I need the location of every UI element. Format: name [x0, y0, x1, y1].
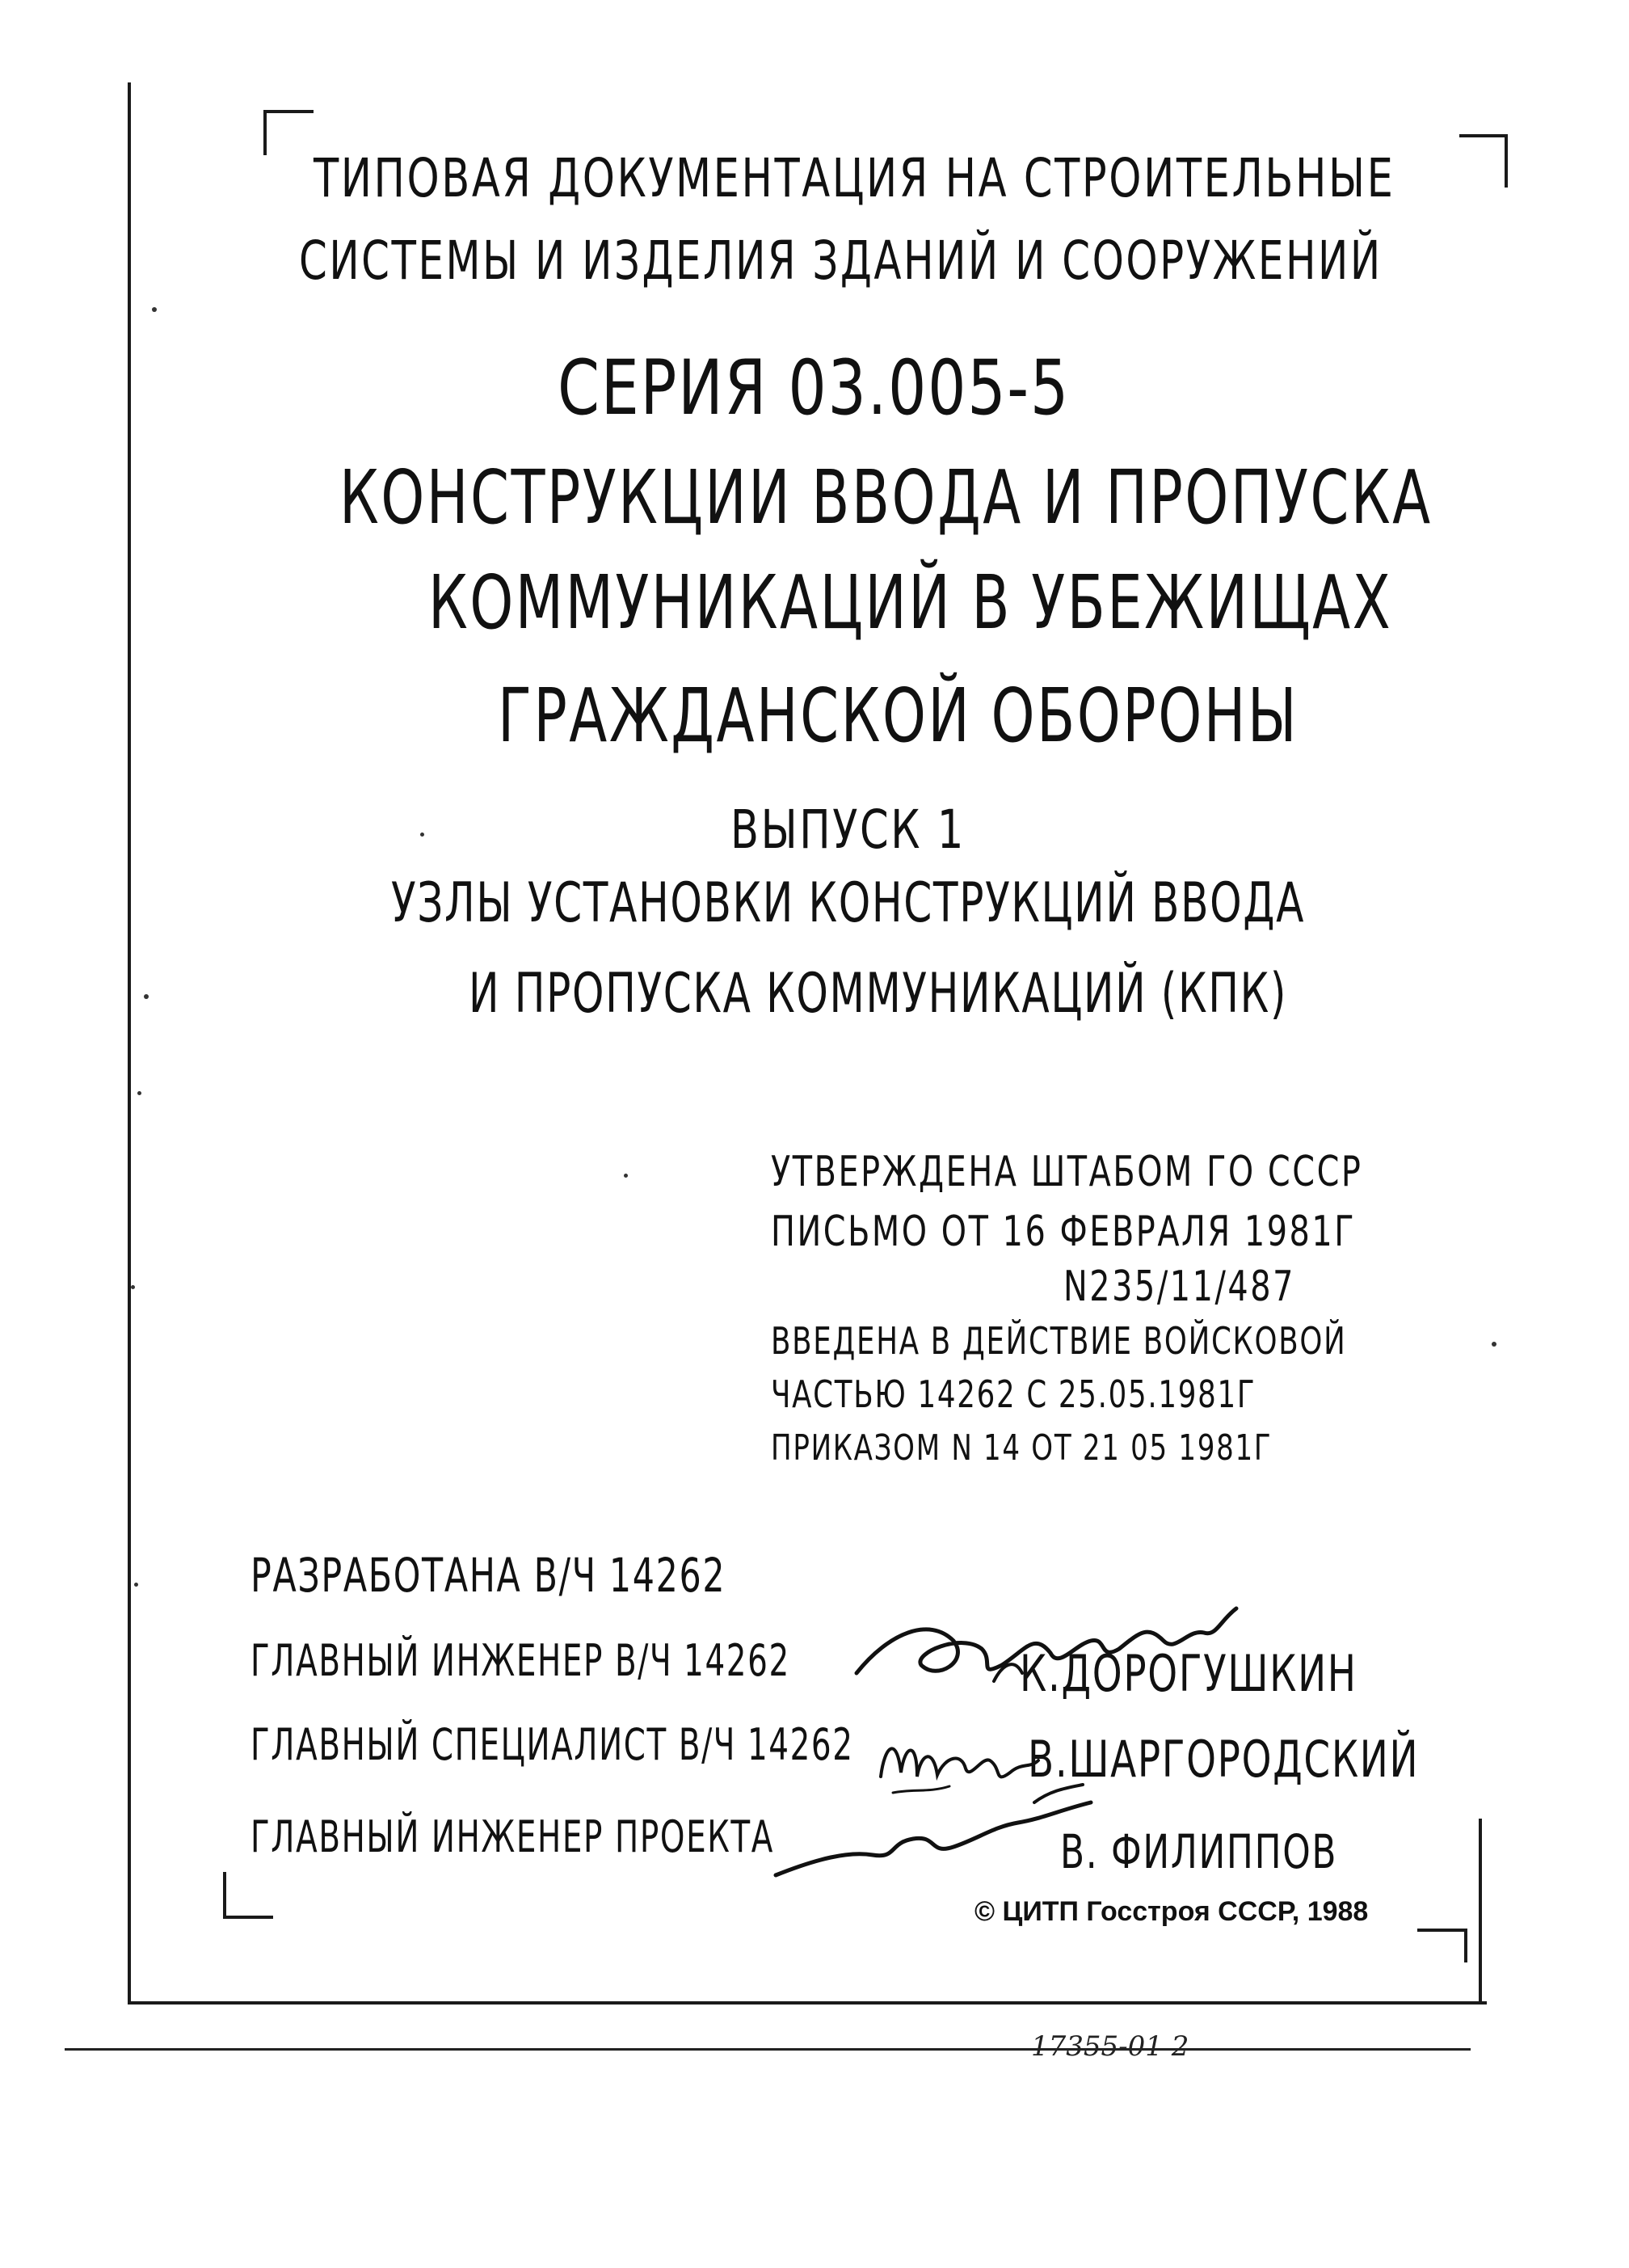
corner-mark-top-left — [263, 110, 314, 155]
approval-line-5: ЧАСТЬЮ 14262 С 25.05.1981Г — [771, 1372, 1256, 1416]
approval-line-4: ВВЕДЕНА В ДЕЙСТВИЕ ВОЙСКОВОЙ — [771, 1319, 1347, 1363]
role-name-filippov: В. ФИЛИППОВ — [1060, 1824, 1338, 1879]
approval-line-3: N235/11/487 — [1063, 1263, 1295, 1311]
scan-speck — [152, 307, 157, 312]
scan-speck — [1492, 1342, 1496, 1347]
frame-right-edge — [1479, 1819, 1482, 2003]
header-line-1: ТИПОВАЯ ДОКУМЕНТАЦИЯ НА СТРОИТЕЛЬНЫЕ — [314, 147, 1395, 209]
header-line-2: СИСТЕМЫ И ИЗДЕЛИЯ ЗДАНИЙ И СООРУЖЕНИЙ — [299, 230, 1383, 292]
scan-speck — [137, 1091, 141, 1095]
title-line-1: КОНСТРУКЦИИ ВВОДА И ПРОПУСКА — [339, 454, 1433, 541]
role-title-chief-project-engineer: ГЛАВНЫЙ ИНЖЕНЕР ПРОЕКТА — [250, 1811, 774, 1862]
approval-line-2: ПИСЬМО ОТ 16 ФЕВРАЛЯ 1981Г — [771, 1208, 1357, 1256]
developer-org: РАЗРАБОТАНА В/Ч 14262 — [250, 1548, 726, 1603]
corner-mark-bottom-right — [1417, 1929, 1467, 1962]
subtitle-line-2: И ПРОПУСКА КОММУНИКАЦИЙ (КПК) — [469, 962, 1288, 1026]
scan-speck — [134, 1583, 138, 1587]
corner-mark-top-right — [1459, 134, 1508, 188]
corner-mark-bottom-left — [223, 1872, 273, 1919]
subtitle-line-1: УЗЛЫ УСТАНОВКИ КОНСТРУКЦИЙ ВВОДА — [391, 871, 1306, 935]
title-line-3: ГРАЖДАНСКОЙ ОБОРОНЫ — [498, 672, 1299, 759]
scan-speck — [144, 994, 149, 999]
role-name-dorogushkin: К.ДОРОГУШКИН — [1020, 1644, 1358, 1703]
series-number: СЕРИЯ 03.005-5 — [558, 344, 1071, 432]
archive-number: 17355-01 2 — [1031, 2030, 1189, 2063]
copyright-notice: © ЦИТП Госстроя СССР, 1988 — [974, 1896, 1369, 1927]
approval-line-6: ПРИКАЗОМ N 14 ОТ 21 05 1981Г — [771, 1427, 1273, 1469]
title-line-2: КОММУНИКАЦИЙ В УБЕЖИЩАХ — [428, 559, 1393, 646]
approval-line-1: УТВЕРЖДЕНА ШТАБОМ ГО СССР — [771, 1148, 1363, 1196]
role-name-shargorodsky: В.ШАРГОРОДСКИЙ — [1028, 1730, 1420, 1789]
scan-speck — [624, 1174, 628, 1178]
role-title-chief-specialist: ГЛАВНЫЙ СПЕЦИАЛИСТ В/Ч 14262 — [250, 1719, 854, 1770]
cut-line — [65, 2048, 1471, 2051]
role-title-chief-engineer: ГЛАВНЫЙ ИНЖЕНЕР В/Ч 14262 — [250, 1635, 790, 1686]
issue-number: ВЫПУСК 1 — [730, 799, 966, 861]
scan-speck — [131, 1285, 135, 1289]
scan-speck — [420, 833, 424, 837]
signature-dorogushkin — [840, 1584, 1244, 1705]
signature-filippov — [768, 1778, 1123, 1891]
